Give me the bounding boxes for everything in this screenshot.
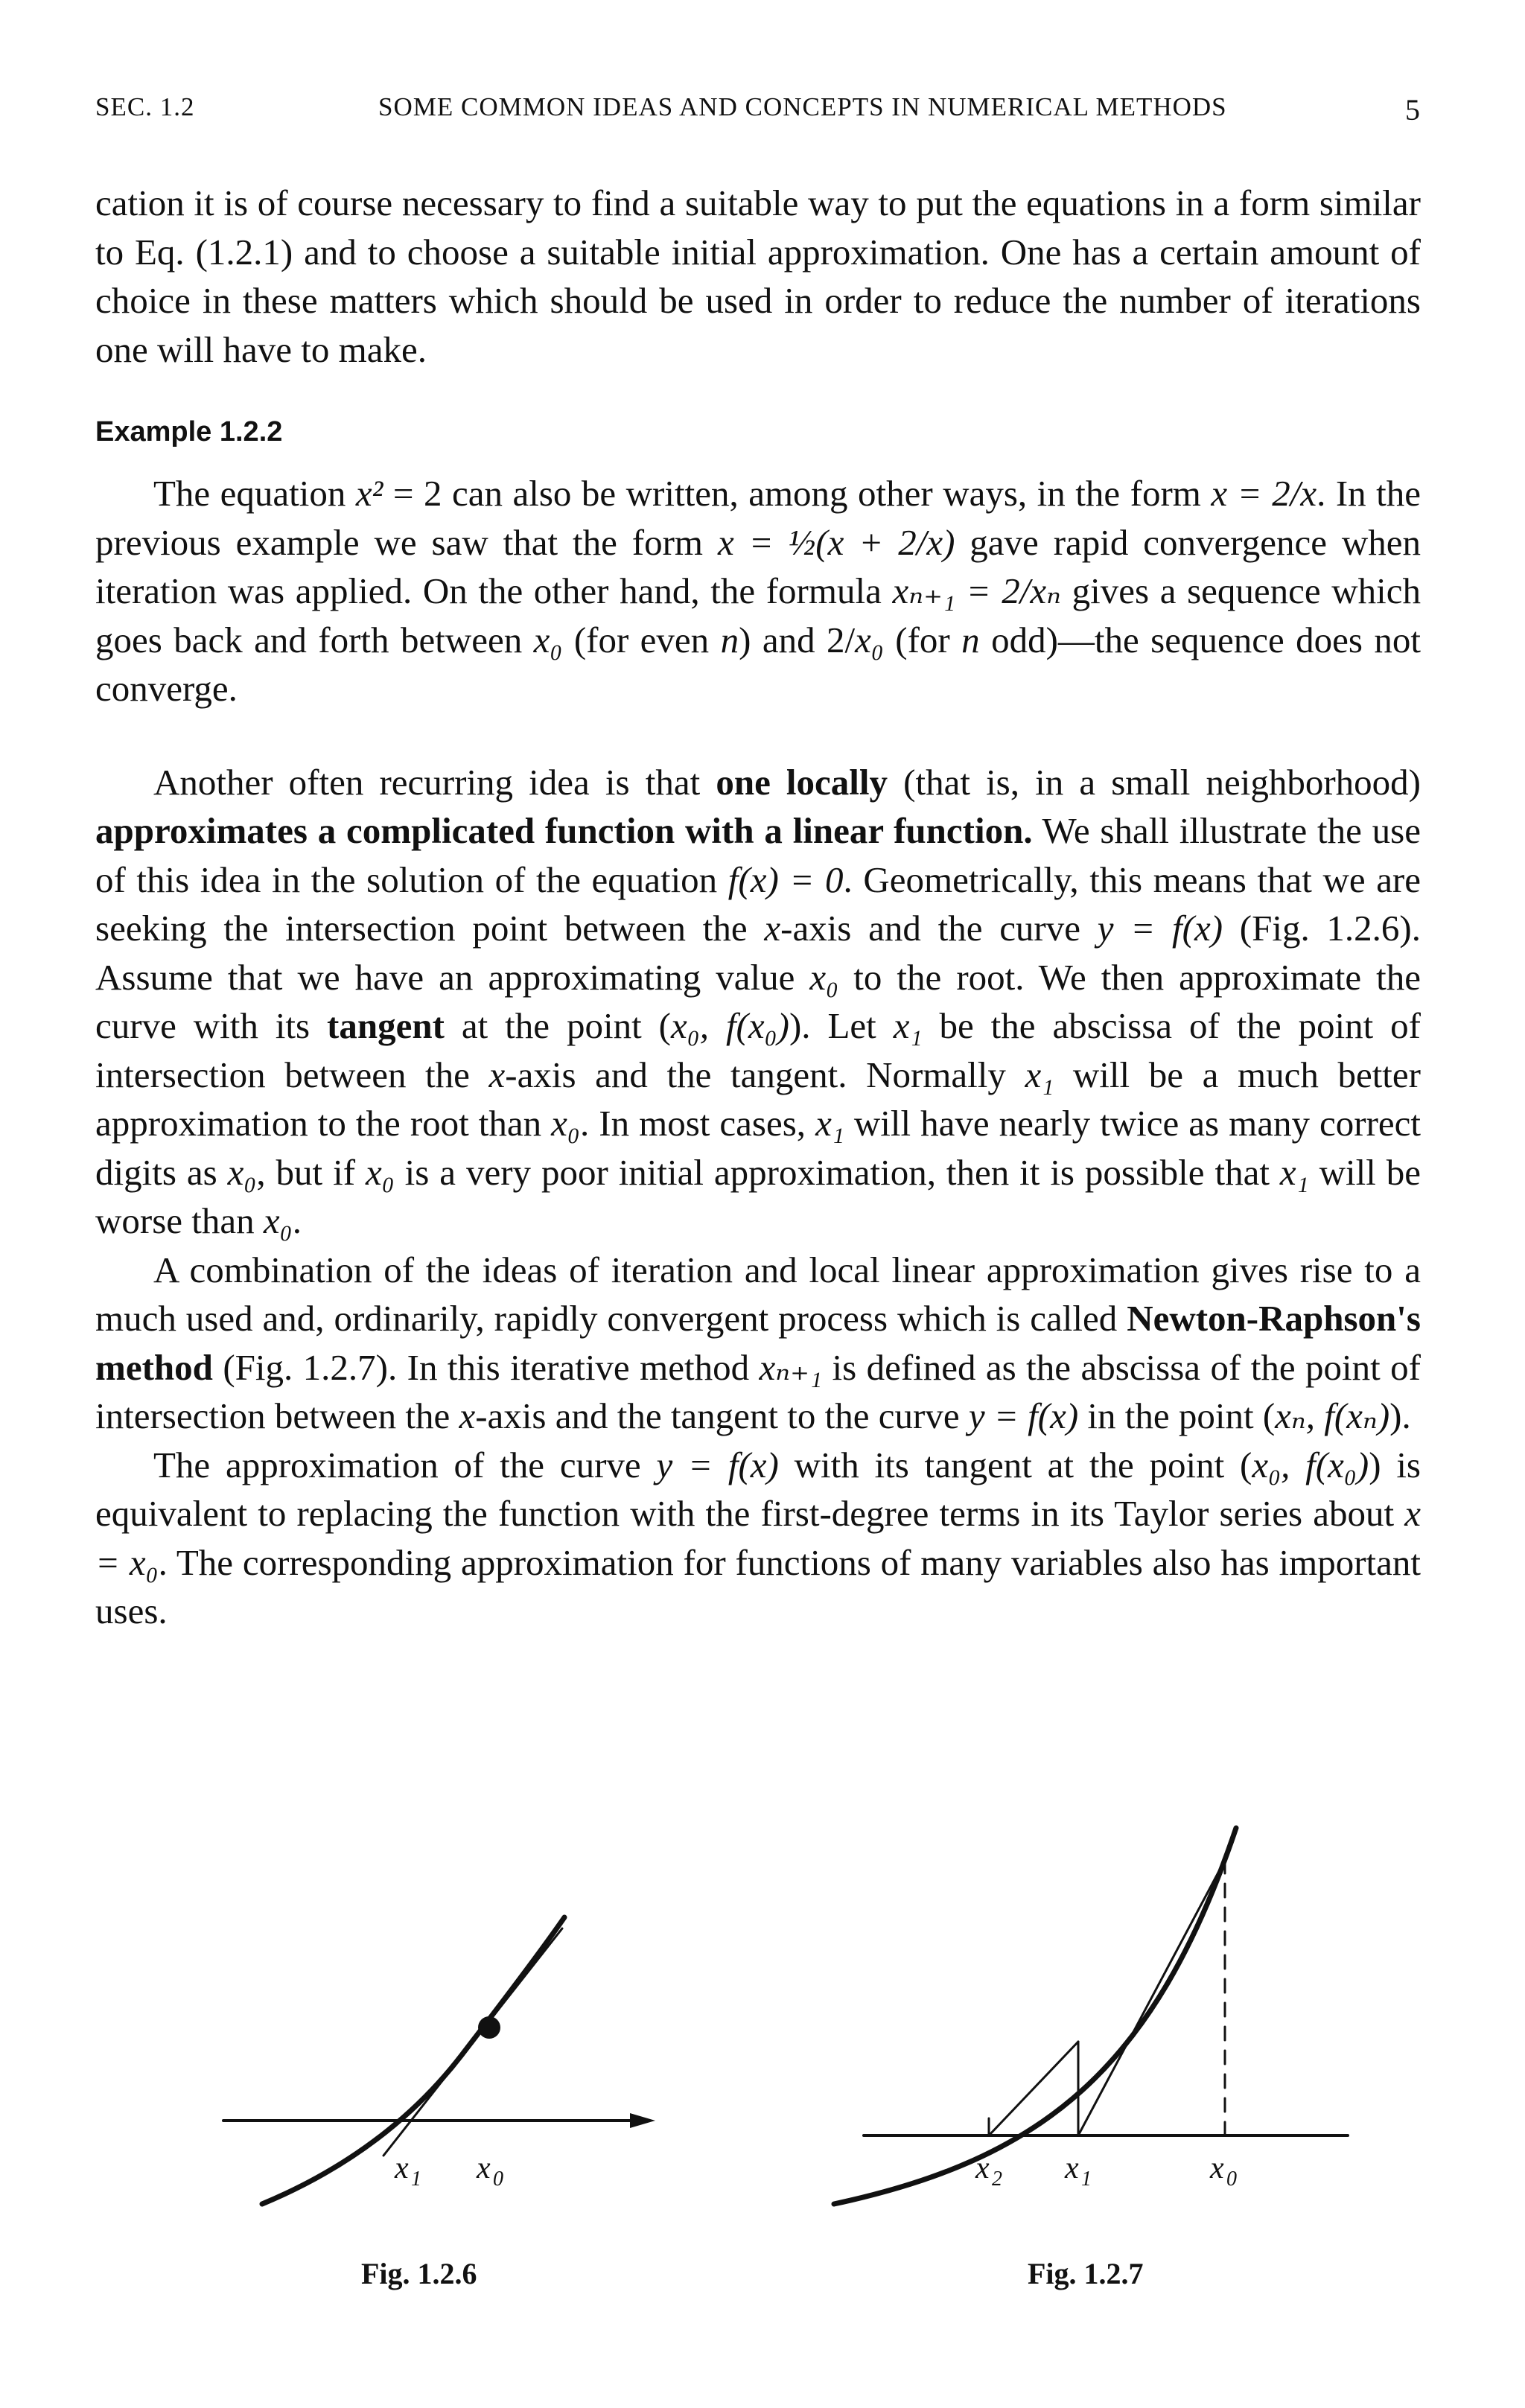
label-x1: x bbox=[1065, 2151, 1079, 2185]
tangent-at-x1 bbox=[989, 2042, 1078, 2135]
paragraph-local-linear: Another often recurring idea is that one locally (that is, in a small neighborhood) approximates a complicated function with a linear function. We shall illustrate the use of this idea in the solution of the equation f(x) = 0. Geometrically, this means that we are seeking the intersection point between the x-axis and the curve y = f(x) (Fig. 1.2.6). Assume that we have an approximating value x₀ to the root. We then approximate the curve with its tangent at the point (x₀, f(x₀)). Let x₁ be the abscissa of the point of intersection between the x-axis and the tangent. Normally x₁ will be a much better approximation to the root than x₀. In most cases, x₁ will have nearly twice as many correct digits as x₀, but if x₀ is a very poor initial approximation, then it is possible that x₁ will be worse than x₀. bbox=[95, 761, 1421, 1241]
curve bbox=[834, 1828, 1236, 2204]
label-x0-sub: 0 bbox=[1226, 2167, 1237, 2191]
label-x1-sub: 1 bbox=[411, 2167, 421, 2191]
curve bbox=[262, 1917, 564, 2204]
paragraph-1: cation it is of course necessary to find a suitable way to put the equations in a form similar to Eq. (1.2.1) and to choose a suitable initial approximation. One has a certain amount of choice in these matters which should be used in order to reduce the number of iterations one will have to make. bbox=[95, 182, 1421, 370]
label-x1: x bbox=[395, 2151, 409, 2185]
label-x0-sub: 0 bbox=[493, 2167, 503, 2191]
figure-1-2-7 bbox=[834, 1828, 1348, 2204]
figure-caption-1-2-6: Fig. 1.2.6 bbox=[361, 2257, 477, 2290]
section-label: SEC. 1.2 bbox=[95, 92, 195, 121]
label-x2-sub: 2 bbox=[992, 2167, 1002, 2191]
tangent-at-x0 bbox=[1078, 1860, 1225, 2135]
running-header bbox=[95, 92, 1421, 137]
page-number: 5 bbox=[1405, 93, 1421, 127]
paragraph-taylor: The approximation of the curve y = f(x) with its tangent at the point (x₀, f(x₀)) is equivalent to replacing the function with the first-degree terms in its Taylor series about x = x₀. The corresponding approximation for functions of many variables also has important uses. bbox=[95, 1444, 1421, 1631]
figure-caption-1-2-7: Fig. 1.2.7 bbox=[1028, 2257, 1144, 2290]
label-x1-sub: 1 bbox=[1081, 2167, 1092, 2191]
label-x0: x bbox=[477, 2151, 491, 2185]
tangent-point bbox=[478, 2016, 500, 2039]
label-x2: x bbox=[975, 2151, 990, 2185]
x-axis-arrow bbox=[630, 2113, 655, 2128]
example-heading: Example 1.2.2 bbox=[95, 416, 283, 447]
example-paragraph: The equation x² = 2 can also be written, among other ways, in the form x = 2/x. In the previous example we saw that the form x = ½(x + 2/x) gave rapid convergence when iteration was applied. On the other hand, the formula xₙ₊₁ = 2/xₙ gives a sequence which goes back and forth between x₀ (for even n) and 2/x₀ (for n odd)—the sequence does not converge. bbox=[95, 473, 1421, 709]
header-title: SOME COMMON IDEAS AND CONCEPTS IN NUMERICAL METHODS bbox=[378, 92, 1227, 121]
figure-1-2-6 bbox=[223, 1917, 655, 2204]
body-text bbox=[95, 179, 1421, 1636]
paragraph-newton-raphson: A combination of the ideas of iteration and local linear approximation gives rise to a much used and, ordinarily, rapidly convergent process which is called Newton-Raphson's method (Fig. 1.2.7). In this iterative method xₙ₊₁ is defined as the abscissa of the point of intersection between the x-axis and the tangent to the curve y = f(x) in the point (xₙ, f(xₙ)). bbox=[95, 1249, 1421, 1436]
figures bbox=[0, 1817, 1525, 2338]
label-x0: x bbox=[1210, 2151, 1224, 2185]
